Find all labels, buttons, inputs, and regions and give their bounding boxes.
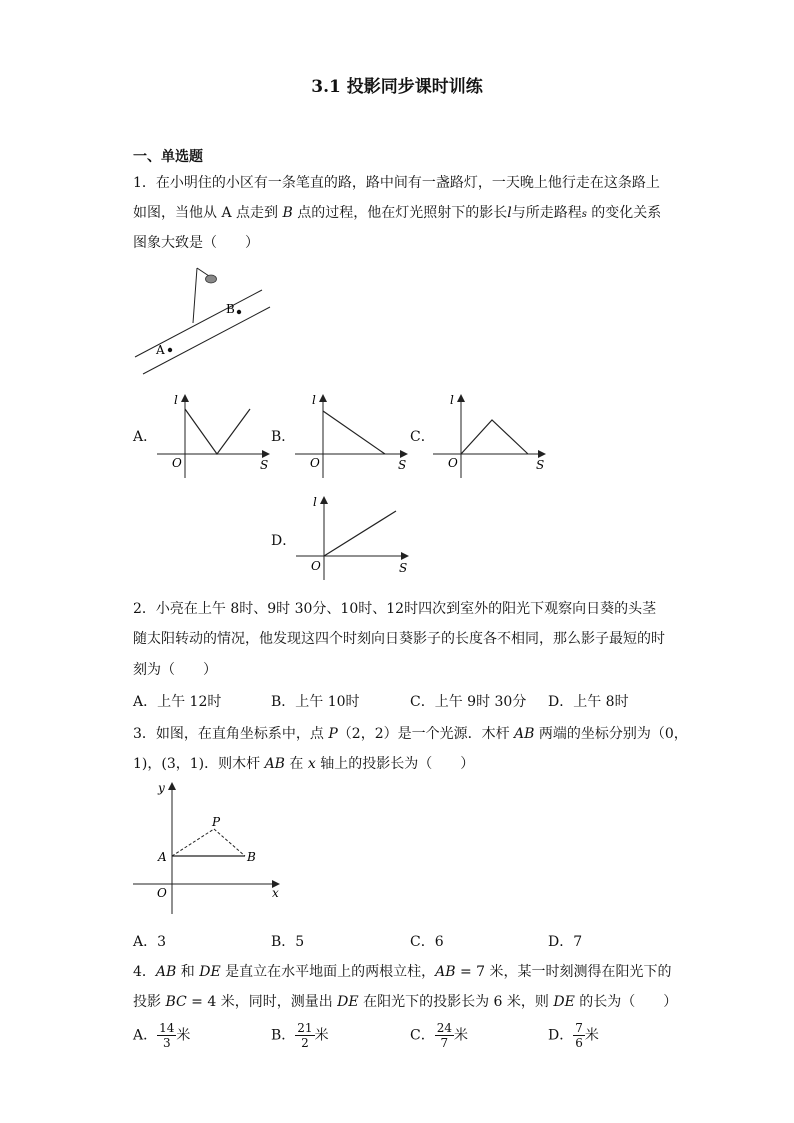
q3-line1-part: （2，2）是一个光源．木杆 xyxy=(337,726,515,742)
q1-line2-part: 点的过程，他在灯光照射下的影长 xyxy=(292,205,508,221)
q1-text-line3: 图象大致是（ ） xyxy=(133,235,259,251)
q4-line2-part: = 4 米，同时，测量出 xyxy=(186,994,338,1010)
origin-label: O xyxy=(172,456,182,470)
unit: 米 xyxy=(314,1027,329,1044)
origin-label: O xyxy=(157,886,167,900)
q3-option-a: A．3 xyxy=(133,934,167,950)
numerator: 7 xyxy=(575,1021,583,1035)
q4-line2-part: 在阳光下的投影长为 6 米，则 xyxy=(358,994,554,1010)
point-a-label: A xyxy=(158,850,167,864)
q2-text-line2: 随太阳转动的情况，他发现这四个时刻向日葵影子的长度各不相同，那么影子最短的时 xyxy=(133,631,665,647)
numerator: 14 xyxy=(159,1021,175,1035)
q1-line2-part: 的变化关系 xyxy=(586,205,662,221)
q1-option-b-label: B． xyxy=(271,429,296,445)
q4-var-de: DE xyxy=(199,964,221,980)
denominator: 3 xyxy=(162,1036,171,1050)
unit: 米 xyxy=(176,1027,191,1044)
q3-var-p: P xyxy=(328,726,338,742)
x-label: S xyxy=(398,458,407,472)
q3-option-d: D．7 xyxy=(548,934,583,950)
q1-var-l: l xyxy=(507,205,512,221)
fraction xyxy=(573,1021,585,1050)
section-heading: 一、单选题 xyxy=(133,149,203,165)
q3-var-ab: AB xyxy=(514,726,535,742)
q4-line1-part: 和 xyxy=(176,964,200,980)
q4-text-line2 xyxy=(133,991,677,1011)
q3-line1-part: 两端的坐标分别为（0， xyxy=(534,726,688,742)
point-b-label: B xyxy=(226,302,235,316)
q4-line2-part: 的长为（ ） xyxy=(574,994,678,1010)
q4-option-c-label: C． xyxy=(410,1027,435,1044)
numerator: 21 xyxy=(297,1021,313,1035)
q4-var-ab: AB xyxy=(435,964,456,980)
x-axis-label: x xyxy=(272,886,279,900)
q3-option-c: C．6 xyxy=(410,934,444,950)
q4-var-de: DE xyxy=(337,994,359,1010)
q4-line1-part: = 7 米，某一时刻测得在阳光下的 xyxy=(455,964,672,980)
q4-line2-part: 投影 xyxy=(133,994,166,1010)
point-b-label: B xyxy=(247,850,256,864)
denominator: 7 xyxy=(440,1036,449,1050)
q1-var-b: B xyxy=(282,205,293,221)
q1-option-c-label: C． xyxy=(410,429,435,445)
x-label: S xyxy=(260,458,269,472)
q4-option-c xyxy=(410,1021,468,1050)
y-label: l xyxy=(450,393,454,407)
q4-line1-part: 是直立在水平地面上的两根立柱， xyxy=(220,964,436,980)
fraction xyxy=(435,1021,454,1050)
origin-label: O xyxy=(448,456,458,470)
q2-option-d: D．上午 8时 xyxy=(548,694,629,710)
origin-label: O xyxy=(311,559,321,573)
denominator: 6 xyxy=(575,1036,583,1050)
q1-var-s: s xyxy=(581,209,587,220)
q1-line2-part: 与所走路程 xyxy=(511,205,582,221)
q3-line2-part: 轴上的投影长为（ ） xyxy=(315,756,475,772)
y-label: l xyxy=(312,393,316,407)
q4-option-d-label: D． xyxy=(548,1027,574,1044)
q1-option-d-label: D． xyxy=(271,533,297,549)
q4-text-line1 xyxy=(133,961,672,981)
origin-label: O xyxy=(310,456,320,470)
q3-option-b: B．5 xyxy=(271,934,305,950)
q1-line2-part: 如图，当他从 A 点走到 xyxy=(133,205,283,221)
q4-var-bc: BC xyxy=(165,994,187,1010)
point-p-label: P xyxy=(212,815,221,829)
y-axis-label: y xyxy=(158,781,165,795)
q3-line2-part: 在 xyxy=(284,756,308,772)
q3-line1-part: 3．如图，在直角坐标系中，点 xyxy=(133,726,329,742)
q4-option-b-label: B． xyxy=(271,1027,296,1044)
ray-pa xyxy=(172,829,214,856)
x-label: S xyxy=(536,458,545,472)
unit: 米 xyxy=(454,1027,468,1044)
q4-option-a xyxy=(133,1021,190,1050)
q4-var-de: DE xyxy=(553,994,575,1010)
fraction xyxy=(295,1021,314,1050)
y-label: l xyxy=(174,393,178,407)
q2-text-line1: 2．小亮在上午 8时、9时 30分、10时、12时四次到室外的阳光下观察向日葵的头茎 xyxy=(133,601,657,617)
denominator: 2 xyxy=(301,1036,309,1050)
page-title: 3.1 投影同步课时训练 xyxy=(311,77,483,97)
point-a-label: A xyxy=(156,343,165,357)
q3-line2-part: 1)，(3，1)．则木杆 xyxy=(133,756,265,772)
q2-text-line3: 刻为（ ） xyxy=(133,662,217,678)
q2-option-b: B．上午 10时 xyxy=(271,694,360,710)
q4-option-a-label: A． xyxy=(133,1027,158,1044)
ray-pb xyxy=(214,829,245,856)
numerator: 24 xyxy=(436,1021,452,1035)
q2-option-c: C．上午 9时 30分 xyxy=(410,694,527,710)
fraction xyxy=(157,1021,176,1050)
y-label: l xyxy=(313,495,317,509)
x-label: S xyxy=(399,561,408,575)
q2-option-a: A．上午 12时 xyxy=(133,694,222,710)
q4-line1-part: 4． xyxy=(133,964,156,980)
q4-option-b xyxy=(271,1021,329,1050)
q1-text-line1: 1．在小明住的小区有一条笔直的路，路中间有一盏路灯，一天晚上他行走在这条路上 xyxy=(133,175,660,191)
q4-var-ab: AB xyxy=(155,964,177,980)
unit: 米 xyxy=(584,1027,599,1044)
q4-option-d xyxy=(548,1021,599,1050)
y-axis-arrow-icon xyxy=(168,782,176,790)
q1-option-a-label: A． xyxy=(133,429,158,445)
q3-var-x: x xyxy=(307,756,316,772)
q3-var-ab: AB xyxy=(264,756,285,772)
